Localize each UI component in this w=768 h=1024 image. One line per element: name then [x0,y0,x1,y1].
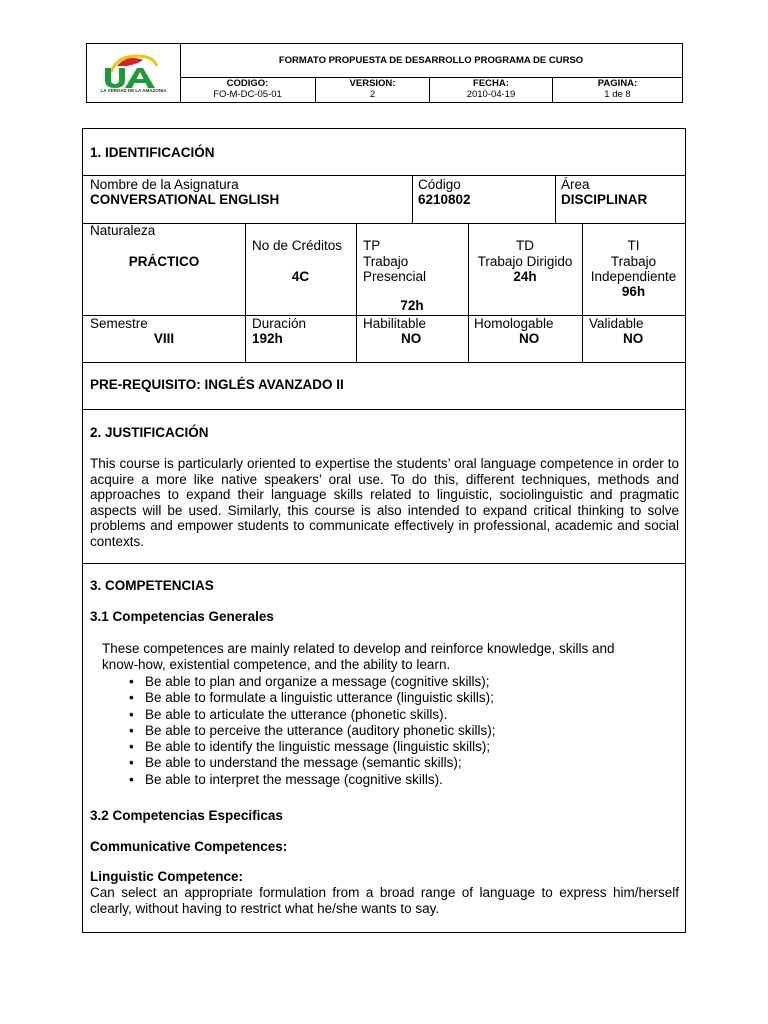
tp-value: 72h [400,298,424,313]
ti-line2: Independiente [590,269,677,284]
area-label: Área [561,177,590,192]
pagina-value: 1 de 8 [604,89,631,100]
competencias-especificas-heading: 3.2 Competencias Especificas [90,808,283,823]
course-form [82,128,686,933]
prerequisito: PRE-REQUISITO: INGLÉS AVANZADO II [90,377,344,392]
semestre-value: VIII [153,331,175,346]
semestre-label: Semestre [90,316,148,331]
generales-intro-line1: These competences are mainly related to develop and reinforce knowledge, skills and [102,641,615,656]
fecha-cell [430,77,553,102]
codigo-asignatura-label: Código [418,177,461,192]
list-item: • Be able to plan and organize a message (cognitive skills); [129,674,490,689]
list-item: • Be able to understand the message (semantic skills); [129,755,462,771]
nombre-label: Nombre de la Asignatura [90,177,239,192]
logo-wordmark: LA VERDAD DE LA AMAZONIA [100,88,167,93]
creditos-label: No de Créditos [252,238,343,253]
section-identificacion-heading: 1. IDENTIFICACIÓN [90,145,215,160]
list-item: • Be able to formulate a linguistic utterance (linguistic skills); [129,690,494,706]
td-line1: Trabajo Dirigido [477,254,573,269]
version-value: 2 [369,89,376,100]
creditos-value: 4C [291,269,310,284]
linguistic-text: Can select an appropriate formulation from a broad range of language to express him/herself clearly, without having to restrict what he/she wants to say. [90,885,679,916]
tp-line2: Presencial [363,269,427,284]
codigo-cell [180,77,316,102]
tp-label: TP [363,238,381,253]
section-competencias-heading: 3. COMPETENCIAS [90,578,214,593]
fecha-value: 2010-04-19 [466,89,516,100]
list-item: • Be able to identify the linguistic message (linguistic skills); [129,739,491,755]
section-justificacion-heading: 2. JUSTIFICACIÓN [90,425,209,440]
tp-line1: Trabajo [363,254,409,269]
homologable-label: Homologable [474,316,554,331]
form-title: FORMATO PROPUESTA DE DESARROLLO PROGRAMA DE CURSO [180,44,682,78]
td-value: 24h [513,269,537,284]
list-item: • Be able to interpret the message (cognitive skills). [129,771,443,787]
duracion-label: Duración [252,316,307,331]
list-item: • Be able to articulate the utterance (phonetic skills). [129,706,448,722]
naturaleza-label: Naturaleza [90,223,156,238]
area-value: DISCIPLINAR [561,192,648,207]
codigo-label: CODIGO: [226,78,269,89]
communicative-heading: Communicative Competences: [90,839,288,854]
codigo-asignatura-value: 6210802 [418,192,471,207]
validable-label: Validable [589,316,644,331]
logo-cell [87,44,181,102]
document-header [86,43,683,103]
generales-intro-line2: know-how, existential competence, and the ability to learn. [102,657,451,672]
ti-value: 96h [621,284,646,299]
nombre-value: CONVERSATIONAL ENGLISH [90,192,280,207]
competencias-bullet-list [129,674,495,788]
homologable-value: NO [519,331,540,346]
habilitable-value: NO [401,331,422,346]
university-logo [97,50,167,88]
pagina-cell [553,77,682,102]
td-label: TD [516,238,534,253]
habilitable-label: Habilitable [363,316,427,331]
version-label: VERSION: [349,78,396,89]
ti-line1: Trabajo [610,254,657,269]
list-item: • Be able to perceive the utterance (auditory phonetic skills); [129,722,496,738]
justificacion-text: This course is particularly oriented to expertise the students’ oral language competence in order to acquire a more like native speakers’ oral use. To do this, different techniques, methods and approaches to expand their language skills related to linguistic, sociolinguistic and pragmatic aspects will be used. Similarly, this course is also intended to expand critical thinking to solve problems and empower students to communicate effectively in professional, academic and social contexts. [90,456,679,549]
validable-value: NO [623,331,644,346]
pagina-label: PAGINA: [597,78,638,89]
naturaleza-value: PRÁCTICO [128,254,200,269]
competencias-generales-heading: 3.1 Competencias Generales [90,609,274,624]
duracion-value: 192h [252,331,283,346]
ti-label: TI [627,238,640,253]
linguistic-heading: Linguistic Competence: [90,869,244,884]
codigo-value: FO-M-DC-05-01 [213,89,282,100]
fecha-label: FECHA: [473,78,509,89]
version-cell [316,77,430,102]
